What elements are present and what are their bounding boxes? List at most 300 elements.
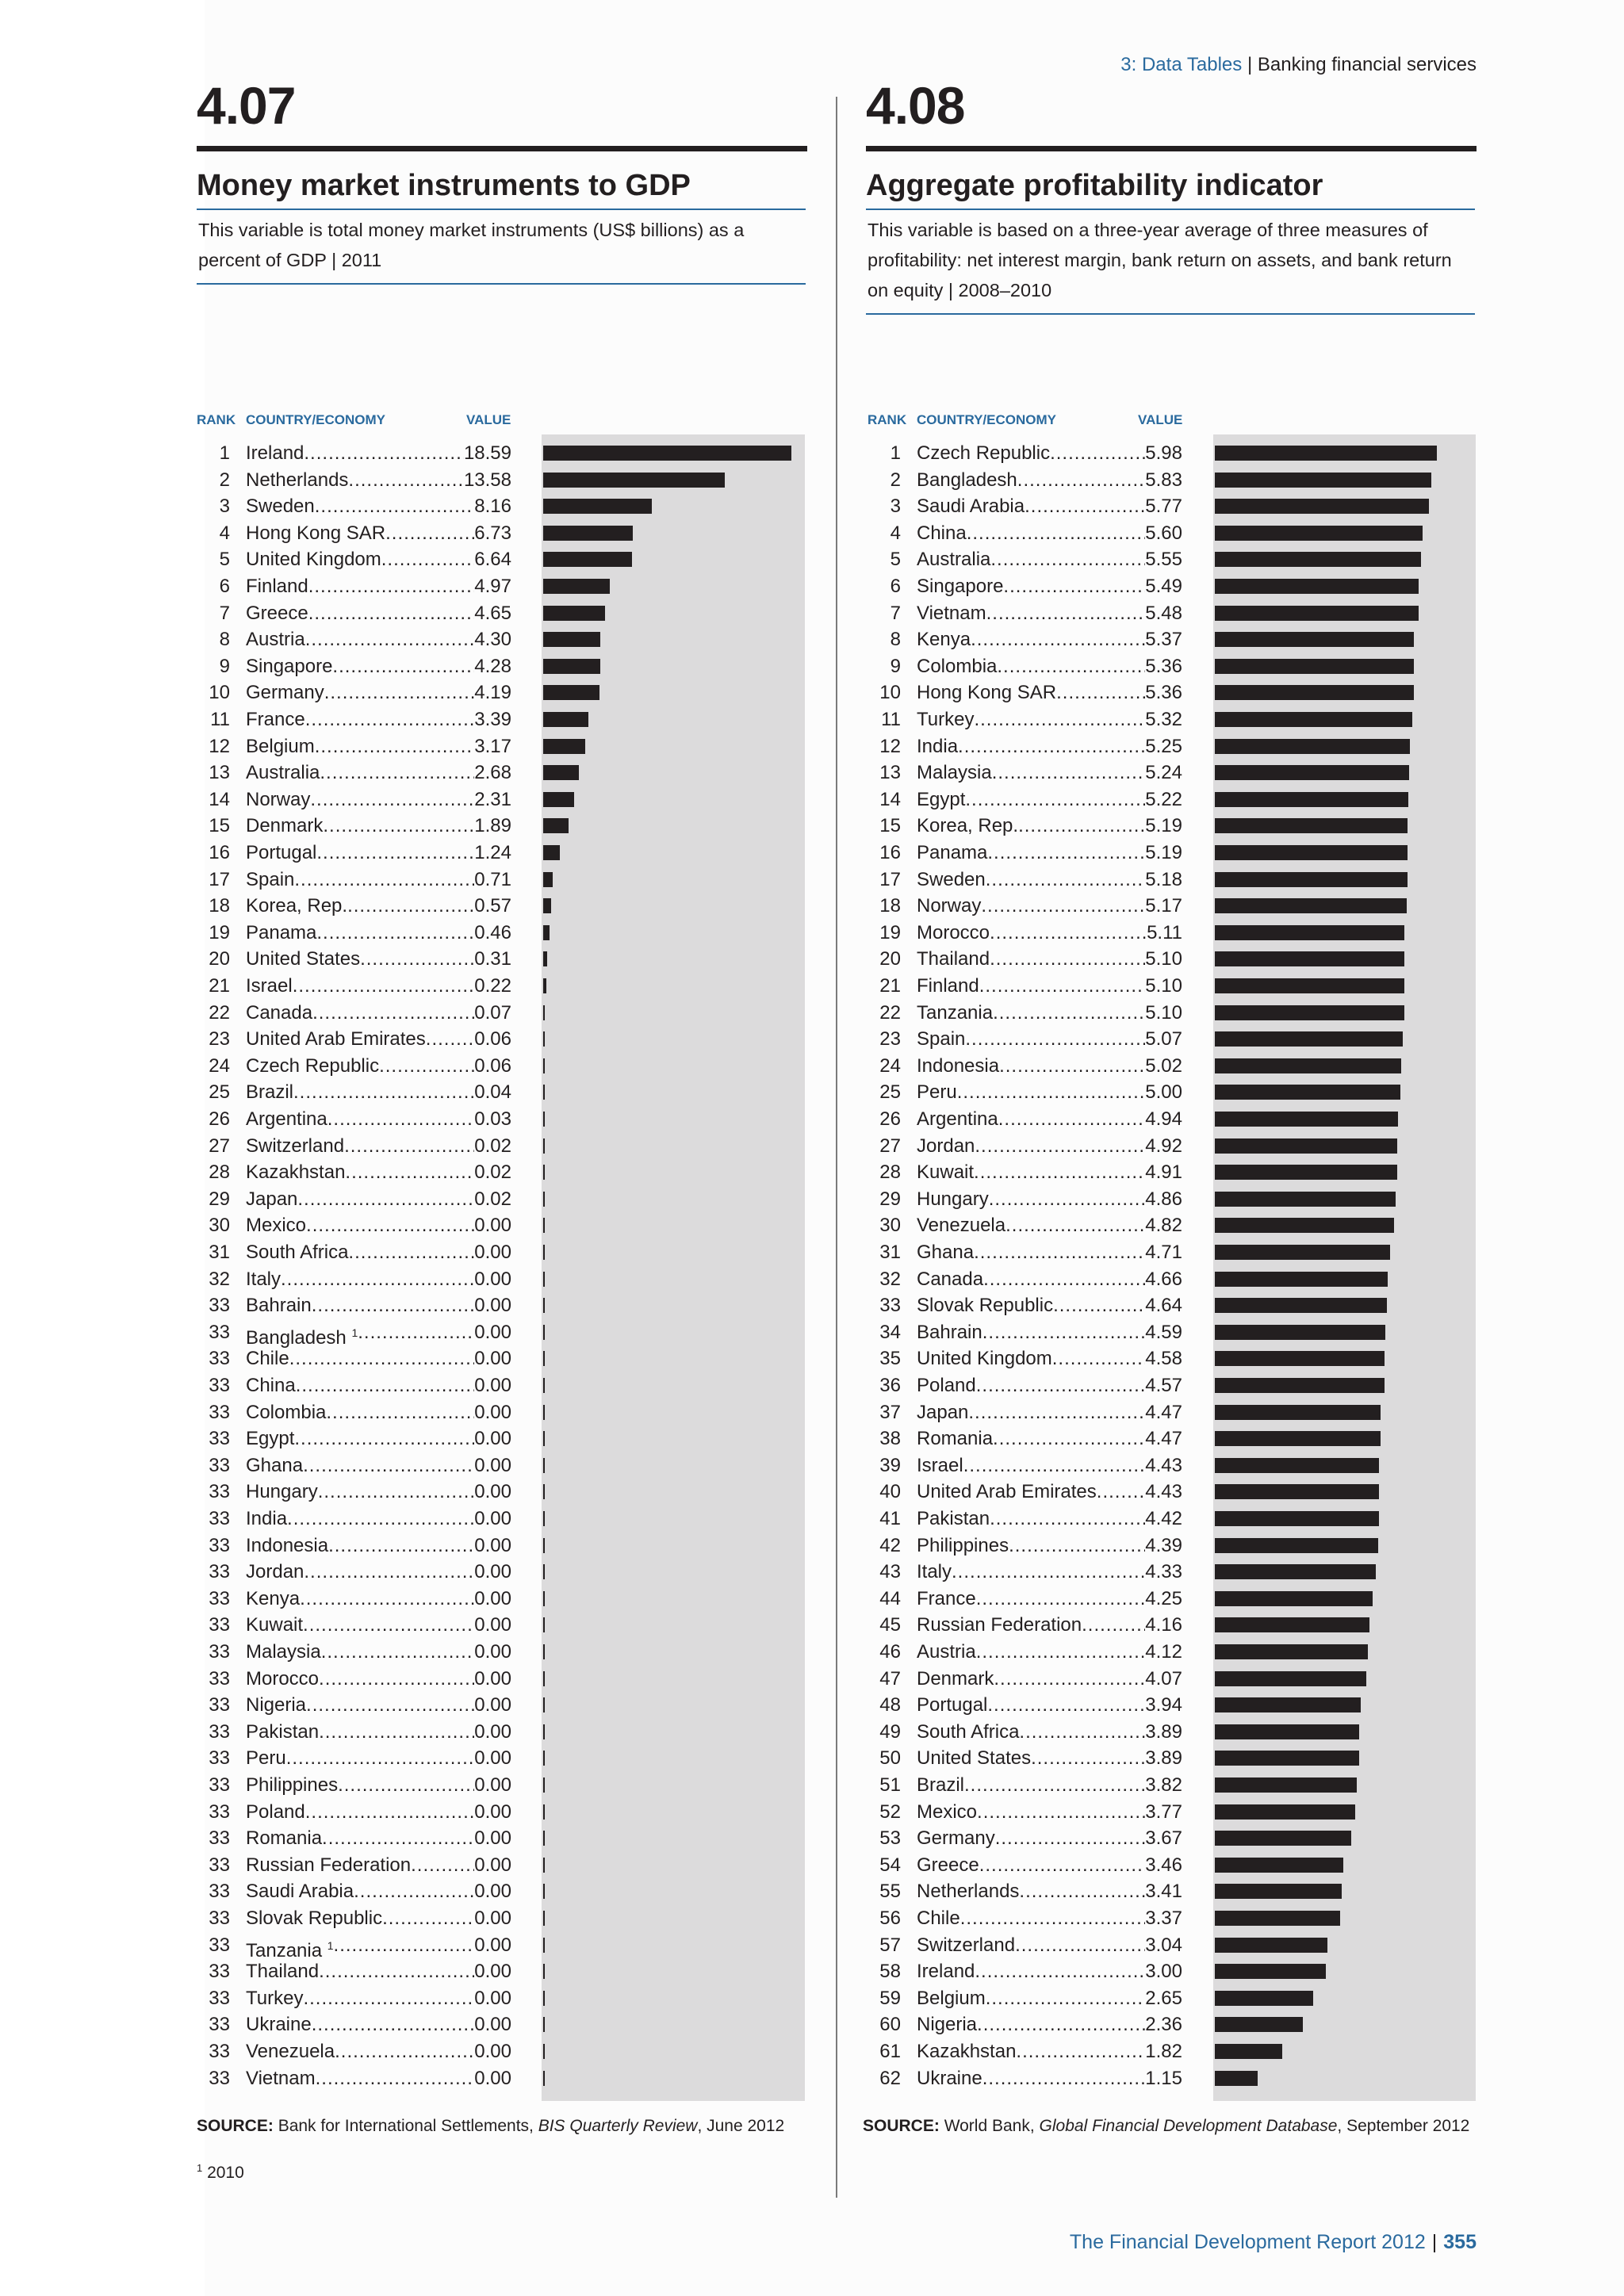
country-name <box>246 1506 287 1533</box>
leader-dots <box>289 1345 475 1372</box>
leader-dots <box>308 573 475 600</box>
country-name-text: Tanzania <box>246 1939 323 1961</box>
rank-label: 9 <box>219 655 230 677</box>
leader-dots <box>975 1133 1145 1160</box>
value-label: 0.06 <box>474 1054 511 1077</box>
bar <box>1215 951 1404 966</box>
value-label: 0.31 <box>474 948 511 970</box>
bar <box>543 1058 545 1073</box>
leader-dots <box>987 1692 1145 1719</box>
leader-dots <box>296 1372 475 1399</box>
bar <box>543 1112 545 1127</box>
value-label: 0.04 <box>474 1081 511 1104</box>
country-name-text: Spain <box>917 1028 966 1050</box>
country-name-text: Poland <box>917 1375 976 1396</box>
country-name-text: Brazil <box>246 1081 294 1104</box>
value-label: 0.00 <box>474 1908 511 1929</box>
rank-label: 43 <box>879 1561 901 1583</box>
country-name-text: Turkey <box>917 709 975 730</box>
table-row-label <box>917 440 1182 467</box>
table-row-label <box>917 1345 1182 1372</box>
country-name-text: Bangladesh <box>917 469 1017 491</box>
country-name <box>246 946 360 973</box>
value-label: 0.00 <box>474 1401 511 1423</box>
table-row-label <box>246 2038 511 2065</box>
leader-dots <box>315 493 475 520</box>
table-row-label <box>246 786 511 813</box>
country-name <box>246 467 348 494</box>
bar <box>543 1085 545 1100</box>
country-name <box>246 1905 382 1932</box>
rank-label: 24 <box>209 1054 230 1077</box>
leader-dots <box>981 893 1145 920</box>
table-4-07-header <box>197 76 807 285</box>
country-name-text: Sweden <box>917 868 986 890</box>
table-row-label <box>246 1319 511 1349</box>
leader-dots <box>995 1825 1146 1852</box>
country-name-text: Portugal <box>246 842 317 863</box>
value-label: 4.59 <box>1145 1321 1182 1343</box>
table-row-label <box>246 1239 511 1266</box>
table-row-label <box>917 1319 1182 1346</box>
leader-dots <box>327 1106 475 1133</box>
leader-dots <box>294 867 474 894</box>
leader-dots <box>986 600 1146 627</box>
country-name <box>917 1000 993 1027</box>
value-label: 4.64 <box>1145 1295 1182 1317</box>
bar <box>543 2044 545 2059</box>
value-label: 0.00 <box>474 1561 511 1583</box>
country-name <box>917 706 974 733</box>
table-row-label <box>917 786 1182 813</box>
country-name <box>246 679 324 706</box>
rank-label: 6 <box>219 576 230 597</box>
rank-label: 33 <box>209 1428 230 1450</box>
country-column-header: COUNTRY/ECONOMY <box>246 412 385 427</box>
value-label: 6.64 <box>474 549 511 571</box>
country-name <box>246 653 332 680</box>
table-row-label <box>917 1026 1182 1053</box>
leader-dots <box>326 1399 474 1426</box>
country-name-text: Belgium <box>246 735 315 757</box>
country-name-text: Bahrain <box>246 1295 312 1317</box>
country-name <box>246 1852 411 1879</box>
value-label: 3.39 <box>474 709 511 730</box>
bar <box>543 1272 545 1287</box>
table-row-label <box>917 1106 1182 1133</box>
rank-label: 32 <box>879 1268 901 1290</box>
country-name-text: Japan <box>246 1188 298 1210</box>
table-row-label <box>246 1533 511 1559</box>
leader-dots <box>1009 1533 1145 1559</box>
table-row-label <box>246 1719 511 1746</box>
table-row-label <box>246 760 511 786</box>
leader-dots <box>989 1186 1146 1213</box>
bar <box>543 1192 545 1207</box>
value-label: 0.00 <box>474 1881 511 1903</box>
country-name <box>917 760 992 786</box>
table-row-label <box>246 1932 511 1959</box>
value-label: 0.00 <box>474 1747 511 1770</box>
bar <box>543 579 610 594</box>
value-label: 4.92 <box>1145 1135 1182 1157</box>
rank-label: 40 <box>879 1481 901 1503</box>
rank-label: 18 <box>209 895 230 917</box>
leader-dots <box>379 1053 474 1080</box>
value-label: 3.89 <box>1145 1720 1182 1743</box>
table-number: 4.08 <box>866 76 965 135</box>
bar <box>1215 1351 1385 1366</box>
value-label: 4.42 <box>1145 1508 1182 1529</box>
rank-label: 20 <box>879 948 901 970</box>
country-name <box>917 1639 976 1666</box>
leader-dots <box>319 1958 474 1985</box>
rank-label: 17 <box>209 868 230 890</box>
rank-label: 37 <box>879 1401 901 1423</box>
bar <box>1215 473 1431 488</box>
rank-label: 7 <box>219 602 230 624</box>
bar <box>543 1831 545 1846</box>
country-name-text: United Kingdom <box>917 1348 1052 1370</box>
leader-dots <box>1025 493 1145 520</box>
bar <box>543 526 633 541</box>
bar <box>543 1511 545 1526</box>
country-name-text: Netherlands <box>246 469 349 491</box>
report-title: The Financial Development Report 2012 <box>1069 2231 1426 2253</box>
section-topic: Banking financial services <box>1257 54 1477 75</box>
leader-dots <box>986 1985 1146 2012</box>
leader-dots <box>348 467 464 494</box>
bar <box>543 1697 545 1712</box>
bar <box>1215 1538 1378 1553</box>
leader-dots <box>1015 1932 1145 1959</box>
country-name-text: Germany <box>246 682 324 704</box>
country-name-text: United Arab Emirates <box>246 1028 426 1050</box>
value-label: 5.17 <box>1145 895 1182 917</box>
leader-dots <box>1019 1719 1145 1746</box>
table-row-label <box>246 1292 511 1319</box>
country-name-text: Belgium <box>917 1987 986 2009</box>
value-label: 8.16 <box>474 496 511 518</box>
leader-dots <box>324 679 475 706</box>
leader-dots <box>976 1372 1146 1399</box>
page-footer <box>1070 2231 1477 2254</box>
leader-dots <box>965 1026 1145 1053</box>
leader-dots <box>952 1559 1145 1586</box>
bar <box>1215 1858 1343 1873</box>
value-label: 0.02 <box>474 1188 511 1210</box>
country-name-text: Japan <box>917 1401 969 1423</box>
value-label: 0.00 <box>474 2014 511 2036</box>
country-name <box>917 2011 977 2038</box>
value-label: 5.10 <box>1145 948 1182 970</box>
country-name <box>917 733 958 760</box>
table-row-label <box>917 1639 1182 1666</box>
value-label: 3.41 <box>1145 1881 1182 1903</box>
country-name <box>917 1399 968 1426</box>
bar <box>1215 2071 1258 2086</box>
source-date: , June 2012 <box>697 2117 785 2135</box>
bar <box>1215 1991 1313 2006</box>
country-name-text: Hong Kong SAR <box>917 682 1057 704</box>
value-label: 13.58 <box>463 469 511 491</box>
country-name <box>917 920 990 947</box>
bar <box>1215 978 1404 993</box>
country-name-text: Panama <box>246 921 317 943</box>
value-label: 5.25 <box>1145 735 1182 757</box>
country-name-text: Indonesia <box>917 1054 1000 1077</box>
chart-description: This variable is based on a three-year average of three measures of profitability: net interest margin, bank return on assets, and bank return on equity | 2008–2010 <box>868 220 1452 300</box>
bar <box>1215 845 1408 860</box>
country-name-text: Argentina <box>246 1108 327 1130</box>
bar <box>543 898 551 913</box>
table-row-label <box>917 1506 1182 1533</box>
leader-dots <box>1082 1612 1145 1639</box>
table-row-label <box>917 1719 1182 1746</box>
leader-dots <box>997 653 1145 680</box>
leader-dots <box>999 1053 1145 1080</box>
rank-label: 33 <box>209 1641 230 1663</box>
bar <box>1215 1458 1379 1473</box>
value-label: 0.00 <box>474 1321 511 1343</box>
value-label: 4.65 <box>474 602 511 624</box>
country-name <box>246 600 308 627</box>
leader-dots <box>979 973 1146 1000</box>
country-name-text: United Arab Emirates <box>917 1481 1097 1503</box>
source-publication: BIS Quarterly Review <box>538 2117 698 2135</box>
country-name <box>917 1799 977 1826</box>
bar <box>543 1591 545 1606</box>
country-name <box>917 1958 975 1985</box>
country-name-text: Ghana <box>246 1454 304 1476</box>
rank-label: 28 <box>209 1161 230 1184</box>
rank-label: 53 <box>879 1827 901 1850</box>
rank-label: 1 <box>219 442 230 464</box>
bar <box>543 1724 545 1739</box>
table-row-label <box>917 867 1182 894</box>
bar <box>1215 1617 1369 1632</box>
country-name-text: Thailand <box>246 1961 320 1983</box>
leader-dots <box>281 1266 474 1293</box>
country-name-text: Saudi Arabia <box>246 1881 354 1903</box>
bar <box>543 1644 545 1659</box>
leader-dots <box>381 546 475 573</box>
leader-dots <box>360 946 474 973</box>
rank-label: 7 <box>890 602 901 624</box>
leader-dots <box>304 1559 474 1586</box>
country-name-text: Austria <box>246 629 305 651</box>
bar <box>543 499 652 514</box>
country-name-text: Spain <box>246 868 295 890</box>
rank-label: 33 <box>209 1561 230 1583</box>
rank-label: 25 <box>879 1081 901 1104</box>
value-label: 5.55 <box>1145 549 1182 571</box>
bar <box>543 739 585 754</box>
country-name <box>246 1799 305 1826</box>
table-row-label <box>917 1586 1182 1613</box>
rank-label: 5 <box>219 549 230 571</box>
country-name-text: Pakistan <box>246 1720 320 1743</box>
rank-label: 33 <box>209 1587 230 1609</box>
bar <box>1215 872 1408 887</box>
value-label: 0.00 <box>474 1961 511 1983</box>
table-row-label <box>917 1985 1182 2012</box>
table-row-label <box>917 1133 1182 1160</box>
leader-dots <box>1016 2038 1145 2065</box>
bar <box>543 1325 545 1340</box>
bar <box>1215 1804 1355 1820</box>
leader-dots <box>318 1479 475 1506</box>
country-name <box>246 1345 289 1372</box>
source-text: World Bank, <box>944 2117 1035 2135</box>
table-row-label <box>246 1345 511 1372</box>
bar <box>1215 2044 1282 2059</box>
country-name <box>246 786 310 813</box>
country-name <box>917 1319 982 1346</box>
rank-label: 33 <box>209 1614 230 1636</box>
value-label: 3.46 <box>1145 1854 1182 1876</box>
country-name-text: Jordan <box>917 1135 975 1157</box>
value-label: 0.00 <box>474 1242 511 1263</box>
value-label: 0.00 <box>474 1667 511 1689</box>
value-column-header: VALUE <box>1138 412 1183 427</box>
value-label: 4.82 <box>1145 1215 1182 1237</box>
value-label: 0.00 <box>474 1481 511 1503</box>
country-name <box>917 1079 957 1106</box>
country-name-text: Bahrain <box>917 1321 982 1343</box>
country-name <box>917 1452 963 1479</box>
rank-label: 33 <box>209 1827 230 1850</box>
country-name <box>917 893 981 920</box>
value-label: 5.49 <box>1145 576 1182 597</box>
table-row-label <box>917 1000 1182 1027</box>
country-name <box>917 1745 1031 1772</box>
country-name-text: Poland <box>246 1800 305 1823</box>
bar <box>543 1804 545 1820</box>
table-row-label <box>246 2065 511 2092</box>
bar <box>1215 1298 1387 1313</box>
leader-dots <box>1056 679 1145 706</box>
bar <box>543 1031 545 1047</box>
value-label: 0.00 <box>474 1295 511 1317</box>
leader-dots <box>305 626 475 653</box>
country-name-text: Finland <box>246 576 308 597</box>
value-label: 4.33 <box>1145 1561 1182 1583</box>
leader-dots <box>322 1825 474 1852</box>
country-name <box>917 573 1003 600</box>
leader-dots <box>992 760 1146 786</box>
country-name <box>246 1053 379 1080</box>
country-name <box>917 1932 1015 1959</box>
value-label: 5.24 <box>1145 762 1182 784</box>
table-row-label <box>246 1612 511 1639</box>
rank-label: 33 <box>209 1881 230 1903</box>
bar <box>1215 1058 1401 1073</box>
bar <box>543 845 560 860</box>
country-name <box>246 1133 344 1160</box>
country-name <box>917 1425 993 1452</box>
value-label: 4.16 <box>1145 1614 1182 1636</box>
country-name-text: Venezuela <box>917 1215 1006 1237</box>
bar <box>543 1165 545 1180</box>
value-label: 1.15 <box>1145 2067 1182 2089</box>
table-number: 4.07 <box>197 76 296 135</box>
bar <box>1215 925 1404 940</box>
country-name <box>246 1479 318 1506</box>
country-name-text: Korea, Rep. <box>917 815 1019 837</box>
value-label: 2.31 <box>474 788 511 810</box>
country-name <box>246 1639 321 1666</box>
leader-dots <box>1031 1745 1145 1772</box>
leader-dots <box>334 1932 475 1959</box>
table-row-label <box>917 1745 1182 1772</box>
leader-dots <box>964 1772 1145 1799</box>
table-row-label <box>246 867 511 894</box>
leader-dots <box>971 626 1145 653</box>
table-row-label <box>917 973 1182 1000</box>
rank-label: 35 <box>879 1348 901 1370</box>
country-name <box>246 840 316 867</box>
country-name <box>246 1932 334 1959</box>
bar <box>1215 1431 1381 1446</box>
value-label: 0.57 <box>474 895 511 917</box>
bar <box>1215 1031 1403 1047</box>
country-name-text: South Africa <box>917 1720 1020 1743</box>
leader-dots <box>987 840 1145 867</box>
value-label: 0.00 <box>474 1854 511 1876</box>
rank-label: 22 <box>209 1001 230 1024</box>
bar <box>543 978 546 993</box>
country-name-text: Czech Republic <box>246 1054 380 1077</box>
country-name-text: Ukraine <box>246 2014 312 2036</box>
rank-label: 33 <box>209 1747 230 1770</box>
bar <box>543 685 599 700</box>
leader-dots <box>312 1292 475 1319</box>
country-name-text: Colombia <box>246 1401 327 1423</box>
country-name <box>246 1586 300 1613</box>
value-label: 3.37 <box>1145 1908 1182 1929</box>
value-label: 0.46 <box>474 921 511 943</box>
country-name <box>246 1399 326 1426</box>
country-name-text: Israel <box>917 1454 963 1476</box>
value-label: 5.00 <box>1145 1081 1182 1104</box>
value-label: 5.36 <box>1145 655 1182 677</box>
country-name <box>246 893 347 920</box>
country-name-text: Russian Federation <box>917 1614 1082 1636</box>
country-name <box>917 1133 975 1160</box>
country-name <box>917 1372 976 1399</box>
rank-label: 15 <box>879 815 901 837</box>
country-name-text: Morocco <box>246 1667 320 1689</box>
country-name-text: Italy <box>917 1561 952 1583</box>
country-name-text: Slovak Republic <box>246 1908 383 1929</box>
country-name <box>246 493 315 520</box>
bar <box>543 1538 545 1553</box>
country-name <box>917 1239 974 1266</box>
country-name <box>246 1000 312 1027</box>
value-label: 0.00 <box>474 1534 511 1556</box>
breadcrumb-separator: | <box>1247 54 1253 75</box>
column-divider <box>836 97 837 2198</box>
table-row-label <box>917 1292 1182 1319</box>
country-name <box>917 1612 1082 1639</box>
country-name <box>917 1159 974 1186</box>
table-row-label <box>246 1852 511 1879</box>
value-label: 3.04 <box>1145 1934 1182 1956</box>
bar <box>1215 1192 1396 1207</box>
rank-label: 19 <box>209 921 230 943</box>
rank-label: 13 <box>209 762 230 784</box>
